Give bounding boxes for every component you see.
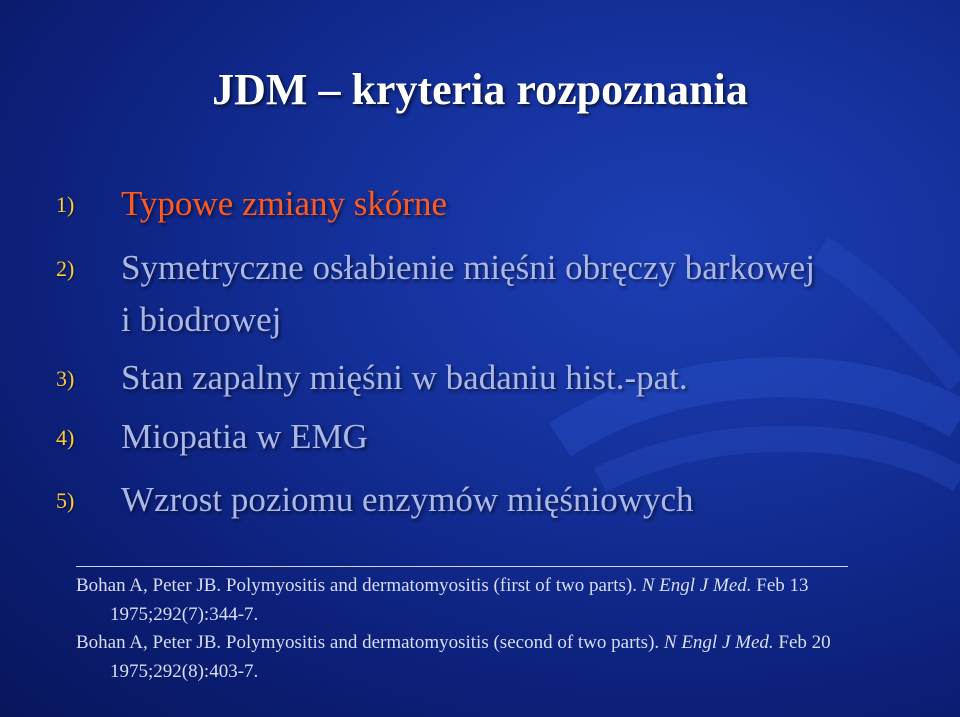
criterion-text: Wzrost poziomu enzymów mięśniowych (121, 480, 694, 519)
criterion-number: 2) (56, 256, 75, 281)
reference-item (76, 572, 866, 629)
criterion-number: 5) (56, 488, 75, 513)
reference-divider (76, 566, 848, 567)
reference-title: Polymyositis and dermatomyositis (first of two parts). (225, 575, 637, 596)
reference-title: Polymyositis and dermatomyositis (second of two parts). (225, 632, 660, 653)
criterion-text: Symetryczne osłabienie mięśni obręczy barkowej i biodrowej (121, 248, 815, 339)
criterion-text: Miopatia w EMG (121, 417, 368, 456)
reference-item (76, 629, 866, 686)
reference-authors: Bohan A, Peter JB. (76, 632, 222, 653)
reference-details: Feb 13 1975;292(7):344-7. (110, 575, 809, 625)
criterion-number: 1) (56, 192, 75, 217)
criterion-number: 3) (56, 366, 75, 391)
slide-title: JDM – kryteria rozpoznania (212, 65, 748, 114)
criterion-text: Stan zapalny mięśni w badaniu hist.-pat. (121, 358, 688, 397)
criterion-text: Typowe zmiany skórne (121, 184, 448, 223)
reference-details: Feb 20 1975;292(8):403-7. (110, 632, 831, 682)
references (76, 572, 866, 686)
reference-journal: N Engl J Med. (641, 575, 752, 596)
reference-authors: Bohan A, Peter JB. (76, 575, 222, 596)
reference-journal: N Engl J Med. (663, 632, 774, 653)
criterion-number: 4) (56, 425, 75, 450)
